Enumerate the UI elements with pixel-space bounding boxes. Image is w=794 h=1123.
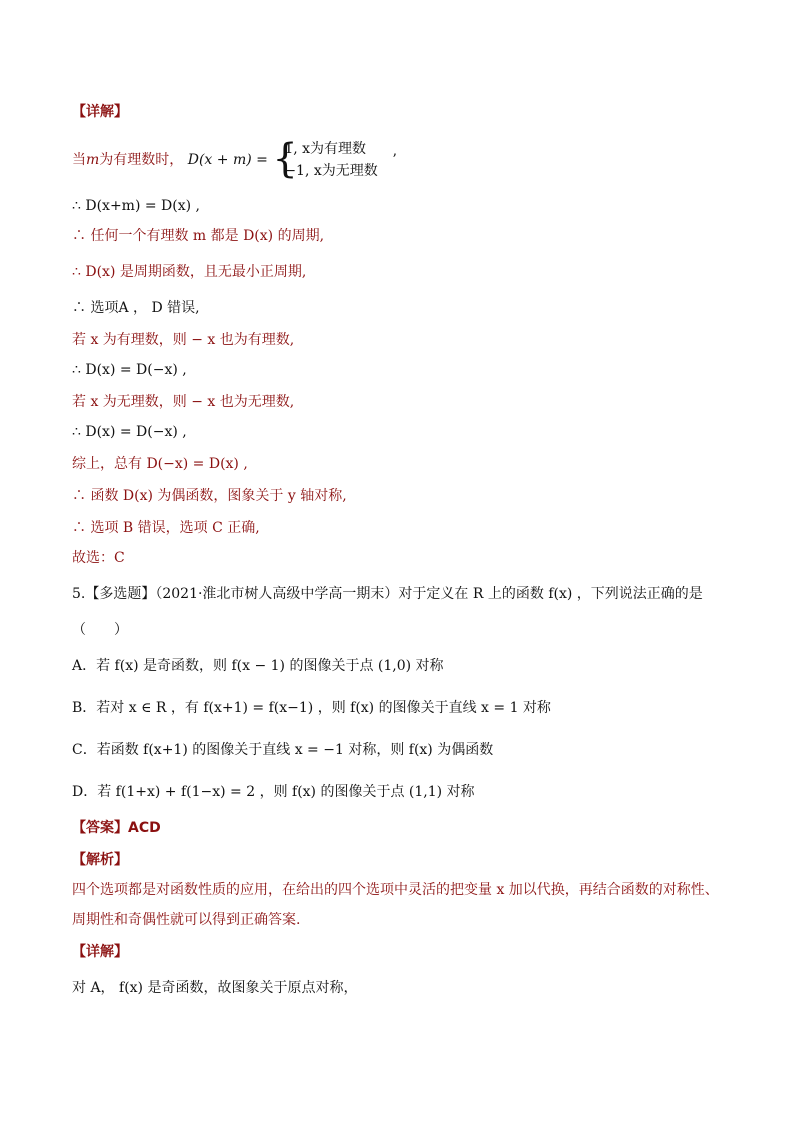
line-12: ∴ 选项 B 错误，选项 C 正确, xyxy=(72,520,260,536)
analysis-line-1: 四个选项都是对函数性质的应用，在给出的四个选项中灵活的把变量 x 加以代换，再结合函数的对称性、 xyxy=(72,882,719,898)
question-5-blank: （ ） xyxy=(72,622,128,638)
answer: 【答案】ACD xyxy=(72,820,161,836)
line-5: ∴ 选项A ， D 错误, xyxy=(72,300,200,316)
detail-line: 对 A， f(x) 是奇函数，故图象关于原点对称， xyxy=(72,980,358,996)
line-4: ∴ D(x) 是周期函数，且无最小正周期, xyxy=(72,264,307,280)
line-8: 若 x 为无理数，则 − x 也为无理数, xyxy=(72,394,295,410)
line-6: 若 x 为有理数，则 − x 也为有理数, xyxy=(72,332,295,348)
line-13: 故选：C xyxy=(72,550,125,566)
line-3: ∴ 任何一个有理数 m 都是 D(x) 的周期, xyxy=(72,228,325,244)
detail-heading-2: 【详解】 xyxy=(72,944,128,960)
analysis-line-2: 周期性和奇偶性就可以得到正确答案. xyxy=(72,912,301,928)
line-11: ∴ 函数 D(x) 为偶函数，图象关于 y 轴对称, xyxy=(72,488,347,504)
question-5-stem: 5.【多选题】（2021·淮北市树人高级中学高一期末）对于定义在 R 上的函数 f(x) ，下列说法正确的是 xyxy=(72,586,703,602)
cases-block: { 1, x为有理数 −1, x为无理数 xyxy=(272,136,378,182)
line-7: ∴ D(x) = D(−x) , xyxy=(72,362,187,378)
analysis-heading: 【解析】 xyxy=(72,852,128,868)
piecewise-definition: 当m为有理数时， D(x + m) = { 1, x为有理数 −1, x为无理数 ’ xyxy=(72,136,397,182)
line-2: ∴ D(x+m) = D(x) , xyxy=(72,198,200,214)
line-9: ∴ D(x) = D(−x) , xyxy=(72,424,187,440)
line-10: 综上，总有 D(−x) = D(x) , xyxy=(72,456,248,472)
left-brace: { xyxy=(272,136,298,182)
option-b: B．若对 x ∈ R ，有 f(x+1) = f(x−1) ，则 f(x) 的图像关于直线 x = 1 对称 xyxy=(72,700,551,716)
option-d: D．若 f(1+x) + f(1−x) = 2 ，则 f(x) 的图像关于点 (1,1) 对称 xyxy=(72,784,475,800)
detail-heading: 【详解】 xyxy=(72,104,128,120)
option-c: C．若函数 f(x+1) 的图像关于直线 x = −1 对称，则 f(x) 为偶函数 xyxy=(72,742,494,758)
option-a: A．若 f(x) 是奇函数，则 f(x − 1) 的图像关于点 (1,0) 对称 xyxy=(72,658,444,674)
